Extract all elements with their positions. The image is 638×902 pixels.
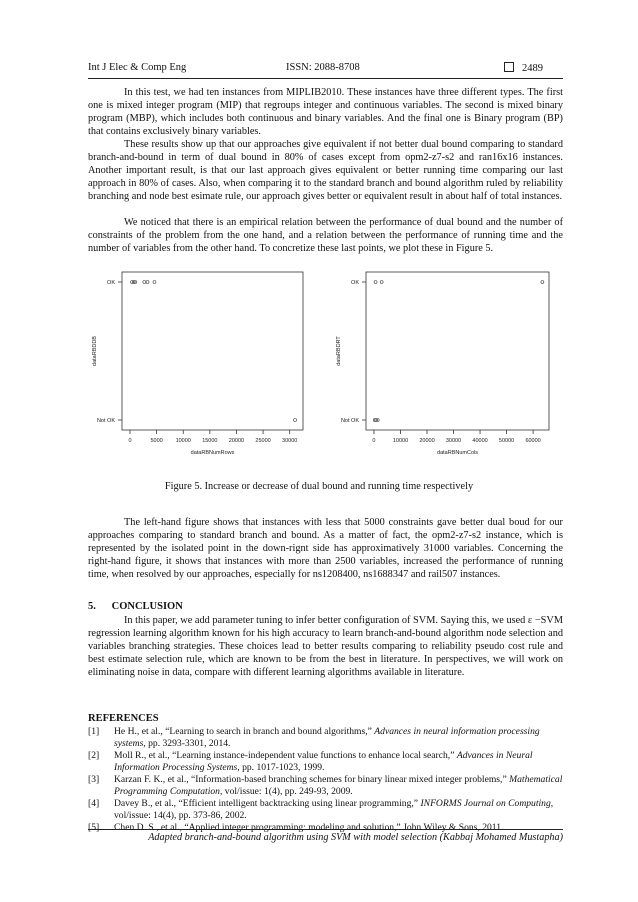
figure-5: [88, 262, 558, 472]
data-point: [153, 281, 156, 284]
data-point: [380, 281, 383, 284]
x-tick-label: 10000: [175, 438, 191, 444]
references-list: [88, 726, 563, 834]
reference-item: [3] Karzan F. K., et al., “Information-based branching schemes for binary linear mixed integer problems,” Mathematical Programming Computation, vol/issue: 1(4), pp. 249-93, 2009.: [88, 774, 563, 797]
chart-left-dual-bound: [92, 272, 303, 456]
y-axis-label: dataRBDRT: [336, 336, 342, 366]
data-point: [146, 281, 149, 284]
x-tick-label: 0: [128, 438, 132, 444]
reference-item: [1] He H., et al., “Learning to search in branch and bound algorithms,” Advances in neural information processing systems, pp. 3293-3301, 2014.: [88, 726, 540, 749]
figure-caption: Figure 5. Increase or decrease of dual bound and running time respectively: [164, 481, 474, 492]
references-heading: REFERENCES: [88, 713, 159, 724]
y-axis-label: dataRBDDB: [92, 336, 98, 366]
x-tick-label: 5000: [150, 438, 163, 444]
data-point: [374, 281, 377, 284]
x-tick-label: 20000: [419, 438, 435, 444]
x-tick-label: 50000: [498, 438, 515, 444]
section-heading-conclusion: 5. CONCLUSION: [88, 601, 183, 612]
page-number-block: [504, 62, 543, 74]
plot-frame: [122, 272, 303, 430]
y-tick-label: OK: [107, 280, 115, 286]
paragraph-results: These results show up that our approaches give equivalent if not better dual bound comparing to standard branch-and-bound in term of dual bound in 80% of cases except from opm2-z7-s2 and ran16x16 instances. Another important result, is that our last approach gives equivalent or better running time comparing our last approach in 80% of cases. Also, when comparing it to the standard branch and bound algorithm ruled by reliability branching and node best esimate rule, our approach gives better or equivalent result in about half of total instances.: [88, 139, 563, 203]
x-tick-label: 25000: [255, 438, 271, 444]
x-axis-label: dataRBNumRows: [190, 450, 235, 456]
x-tick-label: 30000: [445, 438, 462, 444]
running-footer: Adapted branch-and-bound algorithm using SVM with model selection (Kabbaj Mohamed Mustapha): [148, 832, 563, 843]
chart-right-running-time: [336, 272, 549, 456]
x-tick-label: 10000: [392, 438, 409, 444]
x-axis-label: dataRBNumCols: [437, 450, 478, 456]
data-point: [143, 281, 146, 284]
footer-rule: [88, 829, 563, 830]
reference-item: [2] Moll R., et al., “Learning instance-independent value functions to enhance local search,” Advances in Neural Information Processing Systems, pp. 1017-1023, 1999.: [88, 750, 533, 773]
page-number: 2489: [522, 63, 543, 74]
paragraph-figure-discussion: The left-hand figure shows that instances with less that 5000 constraints gave better dual boud for our approaches comparing to standard branch and bound. As a matter of fact, the opm2-z7-s2 instance, which is represented by the isolated point in the down-rignt side has approximatively 31000 variables. Concerning the right-hand figure, it shows that instances with more than 2500 variables, increased the performance of running time, when resolved by our approaches, especially for ns1208400, ns1688347 and rail507 instances.: [88, 517, 563, 581]
paragraph-instances: In this test, we had ten instances from MIPLIB2010. These instances have three different types. The first one is mixed integer program (MIP) that regroups integer and continuous variables. The second is mixed binary program (MBP), which includes both continuous and binary variables. And the final one is Binary program (BP) that contains exclusively binary variables.: [88, 87, 563, 138]
x-tick-label: 20000: [228, 438, 245, 444]
journal-name: Int J Elec & Comp Eng: [88, 62, 187, 73]
y-tick-label: OK: [351, 280, 359, 286]
x-tick-label: 15000: [202, 438, 218, 444]
y-tick-label: Not OK: [340, 418, 359, 424]
plot-frame: [366, 272, 549, 430]
x-tick-label: 60000: [525, 438, 541, 444]
y-tick-label: Not OK: [96, 418, 115, 424]
checkbox-icon: [504, 62, 514, 72]
paragraph-conclusion: In this paper, we add parameter tuning to infer better configuration of SVM. Saying this, we used ε −SVM regression learning algorithm known for his high accuracy to learn branch-and-bound algorithm node selection and variables branching strategies. These choices lead to better results comparing to reliability pseudo cost rule and best estimate selection rule, which are known to be from the best in literature. In perspectives, we will work on eliminating noise in data, compare with different learning algorithms available in literature.: [88, 615, 563, 679]
paragraph-relation: We noticed that there is an empirical relation between the performance of dual bound and the number of constraints of the problem from the one hand, and a relation between the performance of running time and the number of variables from the other hand. To concretize these last points, we plot these in Figure 5.: [88, 217, 563, 255]
x-tick-label: 30000: [282, 438, 298, 444]
issn: ISSN: 2088-8708: [286, 62, 360, 73]
data-point: [541, 281, 544, 284]
x-tick-label: 0: [372, 438, 376, 444]
reference-item: [5] Chen D. S., et al., “Applied integer programming: modeling and solution,” John Wiley & Sons, 2011.: [88, 822, 504, 833]
header-rule: [88, 78, 563, 79]
reference-item: [4] Davey B., et al., “Efficient intelligent backtracking using linear programming,” INFORMS Journal on Computing, vol/issue: 14(4), pp. 373-86, 2002.: [88, 798, 554, 821]
x-tick-label: 40000: [472, 438, 488, 444]
data-point: [294, 419, 297, 422]
